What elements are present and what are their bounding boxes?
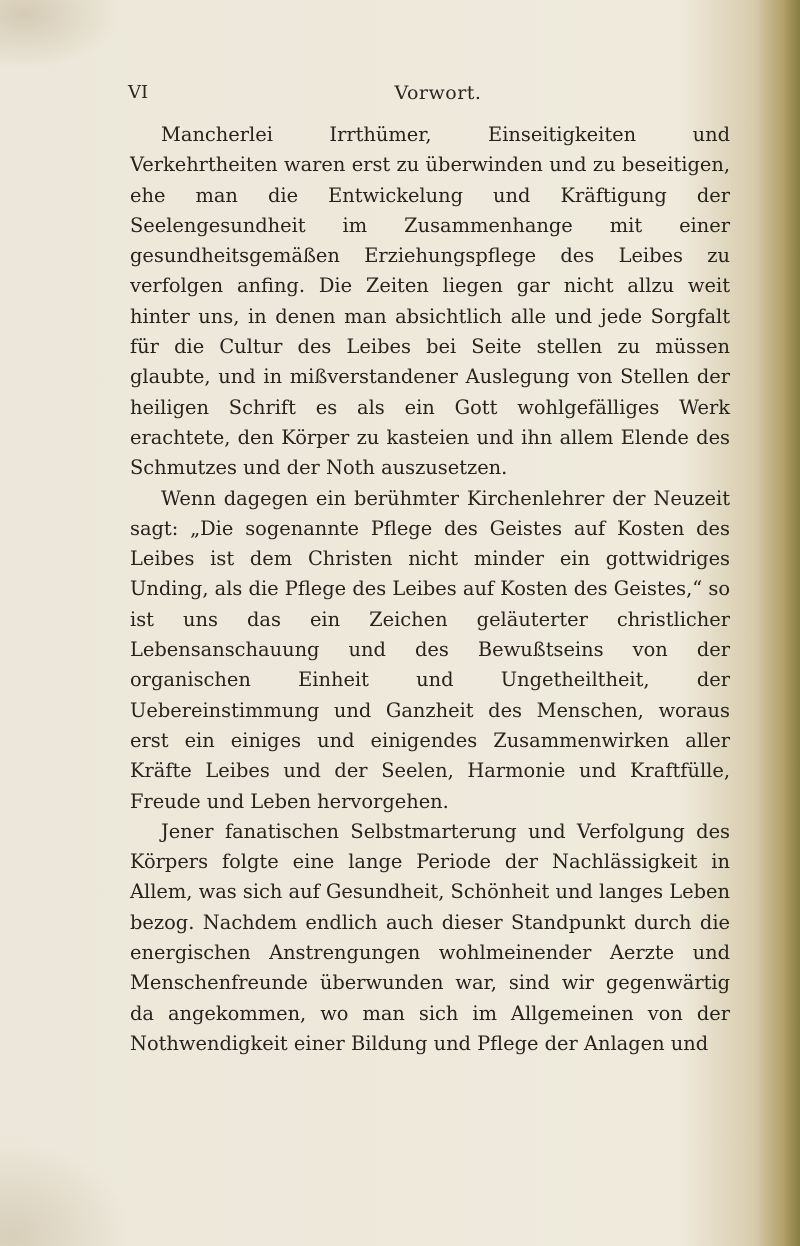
running-head: Vorwort. xyxy=(394,82,482,104)
paragraph-3: Jener fanatischen Selbstmarterung und Verfolgung des Körpers folgte eine lange Periode der Nachlässigkeit in Allem, was sich auf Gesundheit, Schönheit und langes Leben bezog. Nachdem endlich auch dieser Standpunkt durch die energischen Anstrengungen wohlmeinender Aerzte und Menschenfreunde überwunden war, sind wir gegenwärtig da angekommen, wo man sich im Allgemeinen von der Nothwendigkeit einer Bildung und Pflege der Anlagen und xyxy=(130,819,730,1055)
body-text xyxy=(130,120,730,1059)
page-number: VI xyxy=(128,82,149,103)
paragraph-2: Wenn dagegen ein berühmter Kirchenlehrer der Neuzeit sagt: „Die sogenannte Pflege des Geistes auf Kosten des Leibes ist dem Christen nicht minder ein gottwidriges Unding, als die Pflege des Leibes auf Kosten des Geistes,“ so ist uns das ein Zeichen geläuterter christlicher Lebensanschauung und des Bewußtseins von der organischen Einheit und Ungetheiltheit, der Uebereinstimmung und Ganzheit des Menschen, woraus erst ein einiges und einigendes Zusammenwirken aller Kräfte Leibes und der Seelen, Harmonie und Kraftfülle, Freude und Leben hervorgehen. xyxy=(130,486,730,813)
paper-stain-bottom xyxy=(0,1140,130,1246)
paragraph-1: Mancherlei Irrthümer, Einseitigkeiten und Verkehrtheiten waren erst zu überwinden und zu beseitigen, ehe man die Entwickelung und Kräftigung der Seelengesundheit im Zusammenhange mit einer gesundheitsgemäßen Erziehungspflege des Leibes zu verfolgen anfing. Die Zeiten liegen gar nicht allzu weit hinter uns, in denen man absichtlich alle und jede Sorgfalt für die Cultur des Leibes bei Seite stellen zu müssen glaubte, und in mißverstandener Auslegung von Stellen der heiligen Schrift es als ein Gott wohlgefälliges Werk erachtete, den Körper zu kasteien und ihn allem Elende des Schmutzes und der Noth auszusetzen. xyxy=(130,123,730,480)
page-edge-shadow xyxy=(758,0,800,1246)
paper-stain-top xyxy=(0,0,120,70)
page-header xyxy=(128,82,748,108)
